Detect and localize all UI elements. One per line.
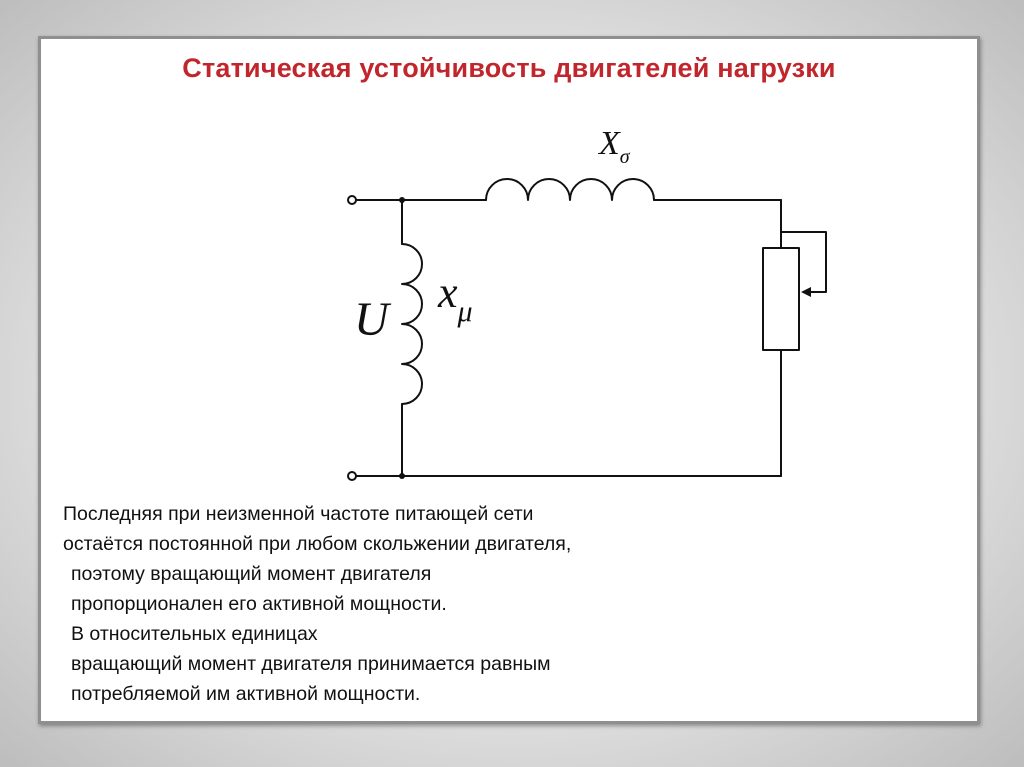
series-inductor-coil: [486, 179, 654, 200]
slide: [38, 36, 980, 724]
body-line: вращающий момент двигателя принимается равным: [71, 653, 551, 675]
input-terminal-bottom: [348, 472, 356, 480]
junction-bottom: [399, 473, 405, 479]
body-line: потребляемой им активной мощности.: [71, 683, 421, 705]
input-terminal-top: [348, 196, 356, 204]
equivalent-circuit-diagram: [41, 39, 983, 499]
body-line: поэтому вращающий момент двигателя: [71, 563, 432, 585]
resistor-slider-arrow: [801, 287, 811, 297]
magnetizing-inductor-coil: [402, 244, 422, 404]
magnetizing-inductance-label: $x_\mu$: [438, 268, 473, 328]
voltage-label: U: [354, 293, 389, 346]
body-line: В относительных единицах: [71, 623, 318, 645]
series-inductance-label: $X_\sigma$: [599, 125, 630, 168]
junction-top: [399, 197, 405, 203]
variable-resistor: [763, 248, 799, 350]
body-line: остаётся постоянной при любом скольжении двигателя,: [63, 533, 572, 555]
slide-title: Статическая устойчивость двигателей нагрузки: [182, 53, 836, 83]
body-text: [63, 499, 943, 709]
resistor-slider-wire: [781, 232, 826, 292]
body-line: Последняя при неизменной частоте питающей сети: [63, 503, 534, 525]
body-line: пропорционален его активной мощности.: [71, 593, 447, 615]
